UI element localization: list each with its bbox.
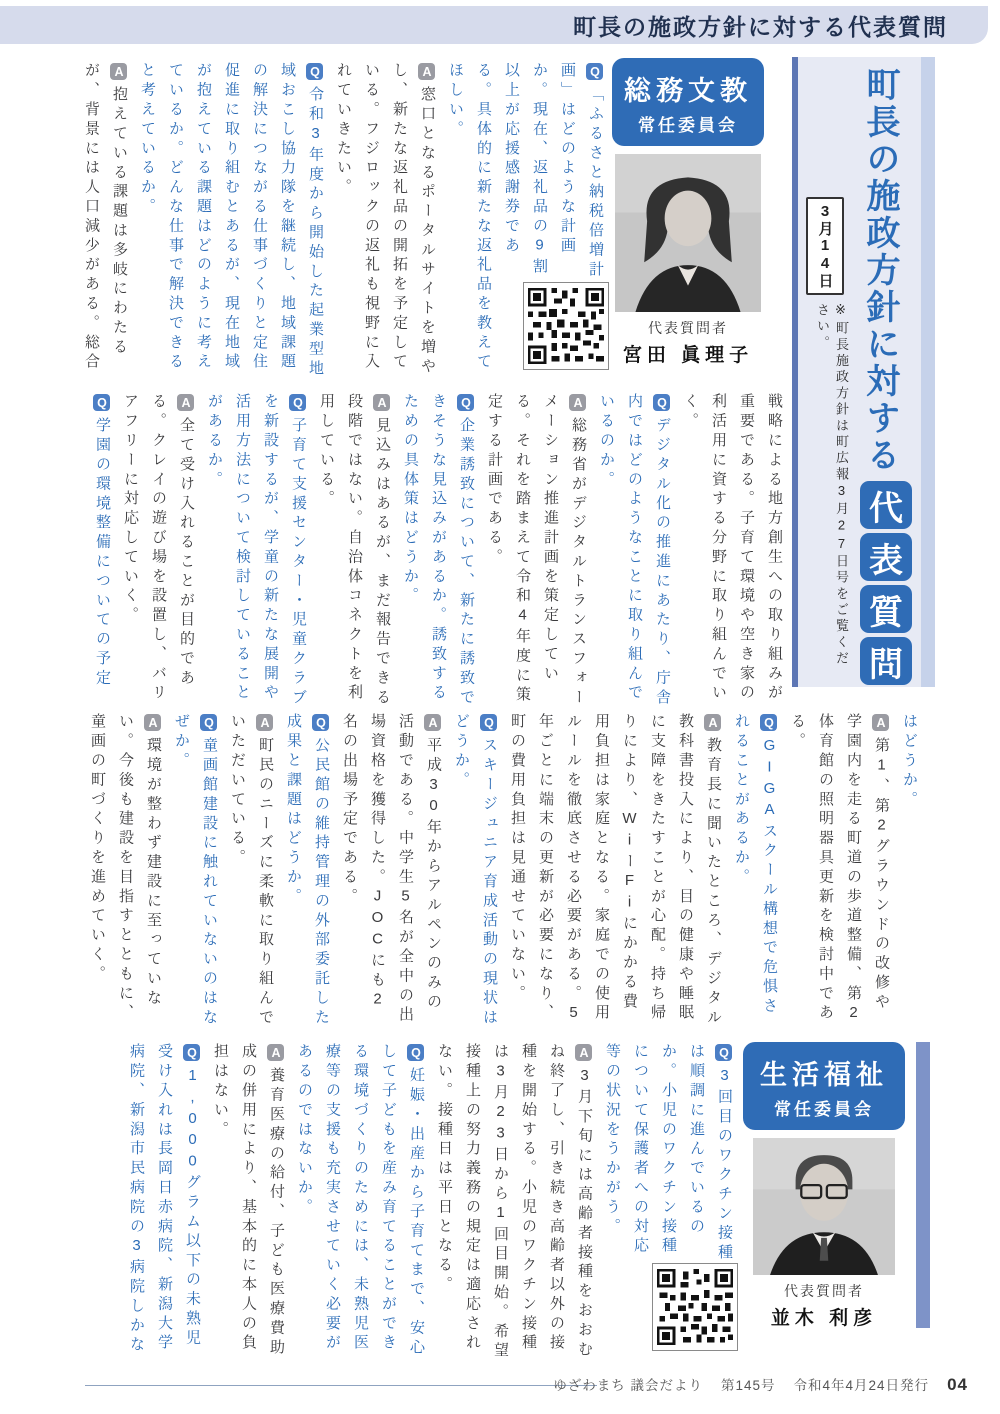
questioner-label: 代表質問者 xyxy=(648,320,728,336)
answer-text: 抱えている課題は多岐にわたるが、背景には人口減少がある。総合 xyxy=(83,62,128,373)
q-badge: Q xyxy=(95,395,109,410)
questioner-name: 宮田 眞理子 xyxy=(622,345,754,366)
committee-name: 総務文教 xyxy=(624,75,752,106)
answer-item xyxy=(77,62,133,382)
question-text: スキージュニア育成活動の現状はどうか。 xyxy=(453,713,498,1028)
boxed-char: 質 xyxy=(860,585,912,633)
question-text: 学園の環境整備についての予定 xyxy=(94,417,111,689)
a-badge: A xyxy=(269,1045,283,1060)
a-badge: A xyxy=(179,395,193,410)
a-badge: A xyxy=(577,1045,591,1060)
committee-name: 生活福祉 xyxy=(760,1059,888,1090)
answer-continuation xyxy=(676,393,788,709)
q-badge: Q xyxy=(655,395,669,410)
question-item xyxy=(592,393,676,709)
answer-item xyxy=(116,393,200,709)
answer-text: 見込みはあるが、まだ報告できる段階ではない。自治体コネクトを利用している。 xyxy=(318,393,391,708)
answer-text: 戦略による地方創生への取り組みが重要である。子育て環境や空き家の利活用に資する分野に取り組んでいく。 xyxy=(682,393,783,704)
a-badge: A xyxy=(426,715,440,730)
qr-code xyxy=(652,1263,738,1351)
a-badge: A xyxy=(420,64,434,79)
answer-text: 全て受け入れることが目的である。クレイの遊び場を設置し、バリアフリーに対応していく。 xyxy=(122,393,195,704)
committee-subname: 常任委員会 xyxy=(638,115,738,135)
article-band-2 xyxy=(85,393,788,709)
question-text: 公民館の維持管理の外部委託した成果と課題はどうか。 xyxy=(285,713,330,1028)
a-badge: A xyxy=(706,715,720,730)
session-date-box: 3月14日 xyxy=(806,197,844,295)
answer-text: 窓口となるポータルサイトを増やし、新たな返礼品の開拓を予定している。フジロックの返礼も視野に入れていきたい。 xyxy=(335,62,436,377)
qr-code-graphic xyxy=(528,287,604,365)
question-item xyxy=(447,713,503,1031)
answer-item xyxy=(312,393,396,709)
boxed-char: 代 xyxy=(860,481,912,529)
answer-item xyxy=(329,62,441,382)
a-badge: A xyxy=(112,64,126,79)
article-band-4 xyxy=(85,1043,738,1363)
answer-text: 町民のニーズに柔軟に取り組んでいただいている。 xyxy=(229,713,274,1028)
question-item xyxy=(396,393,480,709)
qr-code xyxy=(523,282,609,370)
article-band-1 xyxy=(85,62,609,382)
question-text: デジタル化の推進にあたり、庁舎内ではどのようなことに取り組んでいるのか。 xyxy=(598,393,671,708)
answer-text: 第1、第2グラウンドの改修や学園内を走る町道の歩道整備、第2体育館の照明器具更新を検討中である。 xyxy=(789,713,890,1026)
answer-item xyxy=(206,1043,290,1363)
question-item xyxy=(279,713,335,1031)
q-badge: Q xyxy=(588,64,602,79)
question-item xyxy=(727,713,783,1031)
question-text: GIGAスクール構想で危惧されることがあるか。 xyxy=(733,713,778,1017)
question-text: 3回目のワクチン接種は順調に進んでいるのか。小児のワクチン接種について保護者への対応等の状況をうかがう。 xyxy=(604,1043,733,1263)
a-badge: A xyxy=(571,395,585,410)
boxed-char: 問 xyxy=(860,637,912,685)
a-badge: A xyxy=(375,395,389,410)
question-item xyxy=(167,713,223,1031)
boxed-title-chars xyxy=(860,481,912,685)
portrait-woman-illustration xyxy=(615,154,761,312)
answer-item xyxy=(83,713,167,1031)
title-panel xyxy=(792,57,935,687)
committee-header xyxy=(743,1042,905,1130)
question-item xyxy=(88,393,116,709)
answer-item xyxy=(335,713,447,1031)
q-badge: Q xyxy=(717,1045,731,1060)
question-text: はどうか。 xyxy=(901,713,918,810)
a-badge: A xyxy=(146,715,160,730)
committee-header xyxy=(612,58,764,146)
question-item xyxy=(200,393,312,709)
main-title: 町長の施政方針に対する xyxy=(861,67,899,474)
article-band-3 xyxy=(85,713,923,1031)
answer-text: 環境が整わず建設に至っていない。今後も建設を目指すとともに、童画の町づくりを進めていく。 xyxy=(89,713,162,1024)
question-item xyxy=(133,62,329,382)
portrait-man-illustration xyxy=(753,1138,895,1275)
q-badge: Q xyxy=(314,715,328,730)
question-text: 子育て支援センター・児童クラブを新設するが、学童の新たな展開や活用方法について検討していることがあるか。 xyxy=(206,393,307,708)
question-text: 1,000グラム以下の未熟児受け入れは長岡日赤病院、新潟大学病院、新潟市民病院の3病院しかな xyxy=(128,1043,201,1356)
q-badge: Q xyxy=(409,1045,423,1060)
panel-note: ※町長施政方針は町広報3月27日号をご覧ください。 xyxy=(815,303,849,668)
questioner-label: 代表質問者 xyxy=(784,1283,864,1299)
q-badge: Q xyxy=(202,715,216,730)
footer-divider xyxy=(85,1385,597,1386)
answer-item xyxy=(503,713,727,1031)
question-text: 妊娠・出産から子育てまで、安心して子どもを産み育てることができる環境づくりのためには、未熟児医療等の支援も充実させていく必要があるのではないか。 xyxy=(296,1043,425,1358)
questioner-name: 並木 利彦 xyxy=(770,1308,878,1329)
portrait-photo xyxy=(753,1138,895,1275)
answer-item xyxy=(430,1043,598,1363)
committee-subname: 常任委員会 xyxy=(774,1099,874,1119)
a-badge: A xyxy=(874,715,888,730)
answer-text: 3月下旬には高齢者接種をおおむね終了し、引き続き高齢者以外の接種を開始する。小児のワクチン接種は3月23日から1回目開始。希望接種上の努力義務の規定は適応されない。接種日は平日となる。 xyxy=(436,1043,593,1362)
question-item xyxy=(122,1043,206,1363)
q-badge: Q xyxy=(459,395,473,410)
page-header-bar xyxy=(0,6,988,44)
answer-item xyxy=(783,713,895,1031)
question-text: 企業誘致について、新たに誘致できそうな見込みがあるか。誘致するための具体策はどうか。 xyxy=(402,393,475,708)
q-badge: Q xyxy=(185,1045,199,1060)
answer-item xyxy=(223,713,279,1031)
question-continuation xyxy=(895,713,923,1031)
footer-page-number: 04 xyxy=(947,1375,968,1394)
q-badge: Q xyxy=(482,715,496,730)
committee-soumubunkyo xyxy=(612,58,764,367)
footer-issue: 第145号 xyxy=(721,1378,776,1393)
portrait-photo xyxy=(615,154,761,312)
committee-seikatsufukushi xyxy=(743,1042,905,1330)
q-badge: Q xyxy=(762,715,776,730)
q-badge: Q xyxy=(308,64,322,79)
question-item xyxy=(290,1043,430,1363)
footer xyxy=(553,1374,968,1395)
question-text: 令和3年度から開始した起業型地域おこし協力隊を継続し、地域課題の解決につながる仕事づくりと定住促進に取り組むとあるが、現在地域が抱えている課題はどのように考えているか。どんな仕事で解決できると考えているか。 xyxy=(139,62,324,379)
answer-text: 総務省がデジタルトランスフォーメーション推進計画を策定している。それを踏まえて令和4年度に策定する計画である。 xyxy=(486,393,587,708)
page-header-title: 町長の施政方針に対する代表質問 xyxy=(573,13,948,40)
answer-text: 平成30年からアルペンのみの活動である。中学生5名が全中の出場資格を獲得した。JOCにも2名の出場予定である。 xyxy=(341,713,442,1026)
answer-text: 養育医療の給付、子ども医療費助成の併用により、基本的に本人の負担はない。 xyxy=(212,1043,285,1358)
footer-date: 令和4年4月24日発行 xyxy=(793,1378,930,1393)
q-badge: Q xyxy=(291,395,305,410)
boxed-char: 表 xyxy=(860,533,912,581)
section-accent-stripe xyxy=(916,1042,930,1328)
a-badge: A xyxy=(258,715,272,730)
qr-code-graphic xyxy=(657,1268,733,1346)
answer-text: 教育長に聞いたところ、デジタル教科書投入により、目の健康や睡眠に支障をきたすことが心配。持ち帰りにより、WiーFiにかかる費用負担は家庭となる。家庭での使用ルールを徹底させる必要がある。5年ごとに端末の更新が必要になり、町の費用負担は見通せていない。 xyxy=(509,713,722,1028)
question-text: 童画館建設に触れていないのはなぜか。 xyxy=(173,713,218,1028)
question-text: 「ふるさと納税倍増計画」はどのような計画か。現在、返礼品の9割以上が応援感謝券である。具体的に新たな返礼品を教えてほしい。 xyxy=(447,62,604,373)
footer-publication: ゆざわまち 議会だより xyxy=(553,1378,703,1393)
answer-item xyxy=(480,393,592,709)
